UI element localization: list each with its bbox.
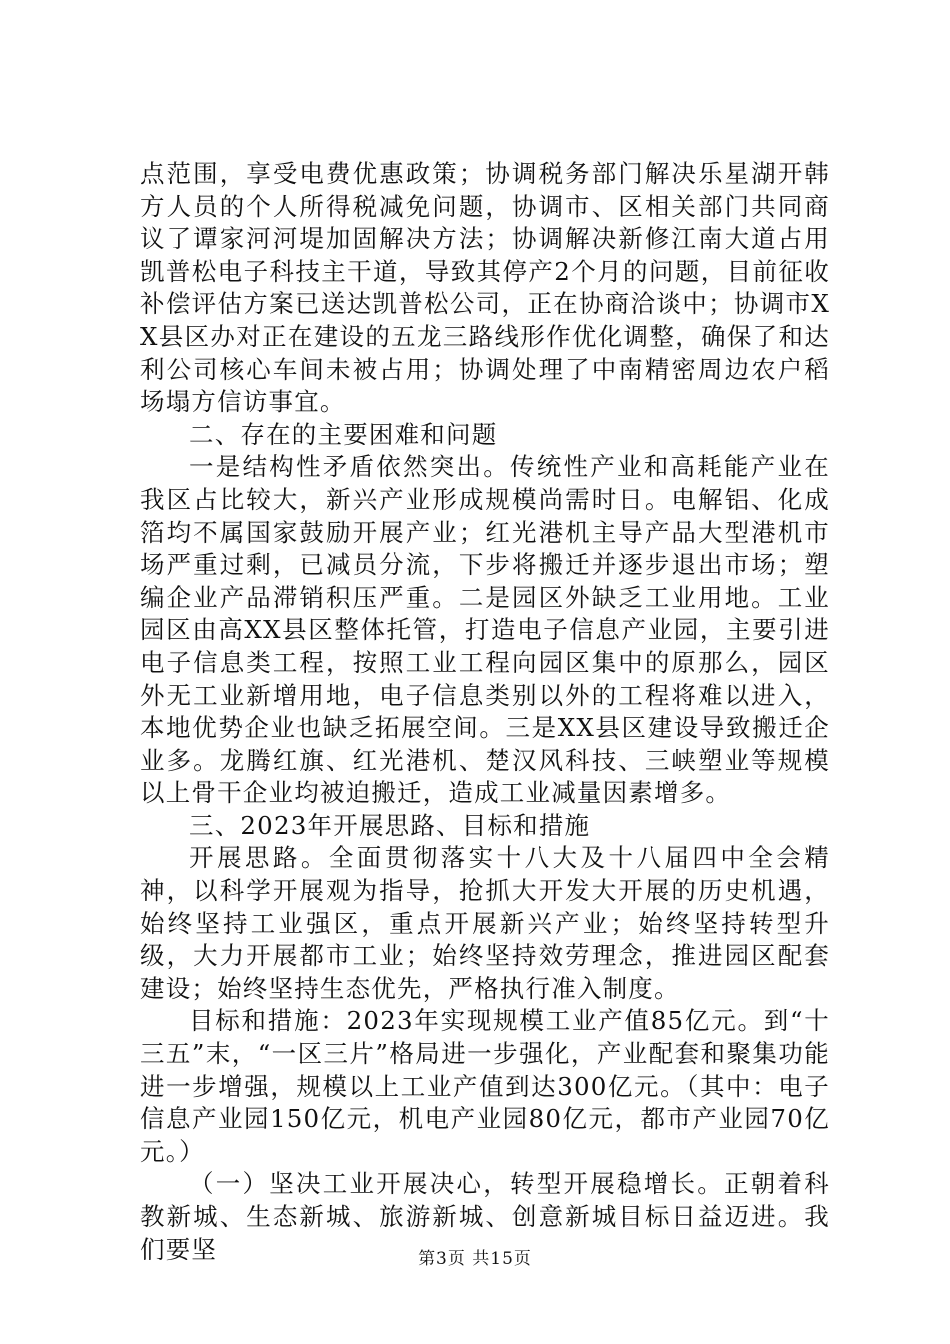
paragraph-continuation: 点范围，享受电费优惠政策；协调税务部门解决乐星湖开韩方人员的个人所得税减免问题，协调市、区相关部门共同商议了谭家河河堤加固解决方法；协调解决新修江南大道占用凯普松电子科技主干道，导致其停产2个月的问题，目前征收补偿评估方案已送达凯普松公司，正在协商洽谈中；协调市XX县区办对正在建设的五龙三路线形作优化调整，确保了和达利公司核心车间未被占用；协调处理了中南精密周边农户稻场塌方信访事宜。 [140,159,830,417]
document-body [140,158,830,1266]
page-footer: 第3页 共15页 [418,1249,532,1269]
paragraph-measure-one: （一）坚决工业开展决心，转型开展稳增长。正朝着科教新城、生态新城、旅游新城、创意新城目标日益迈进。我们要坚 [140,1169,830,1264]
section-heading-problems: 二、存在的主要困难和问题 [189,419,498,449]
paragraph-approach: 开展思路。全面贯彻落实十八大及十八届四中全会精神，以科学开展观为指导，抢抓大开发大开展的历史机遇，始终坚持工业强区，重点开展新兴产业；始终坚持转型升级，大力开展都市工业；始终坚持效劳理念，推进园区配套建设；始终坚持生态优先，严格执行准入制度。 [140,843,830,1003]
section-heading-plans: 三、2023年开展思路、目标和措施 [189,810,591,840]
paragraph-problems: 一是结构性矛盾依然突出。传统性产业和高耗能产业在我区占比较大，新兴产业形成规模尚需时日。电解铝、化成箔均不属国家鼓励开展产业；红光港机主导产品大型港机市场严重过剩，已减员分流，下步将搬迁并逐步退出市场；塑编企业产品滞销积压严重。二是园区外缺乏工业用地。工业园区由高XX县区整体托管，打造电子信息产业园，主要引进电子信息类工程，按照工业工程向园区集中的原那么，园区外无工业新增用地，电子信息类别以外的工程将难以进入，本地优势企业也缺乏拓展空间。三是XX县区建设导致搬迁企业多。龙腾红旗、红光港机、楚汉风科技、三峡塑业等规模以上骨干企业均被迫搬迁，造成工业减量因素增多。 [140,452,830,808]
paragraph-targets: 目标和措施：2023年实现规模工业产值85亿元。到“十三五”末，“一区三片”格局进一步强化，产业配套和聚集功能进一步增强，规模以上工业产值到达300亿元。（其中：电子信息产业园150亿元，机电产业园80亿元，都市产业园70亿元。） [140,1006,830,1166]
